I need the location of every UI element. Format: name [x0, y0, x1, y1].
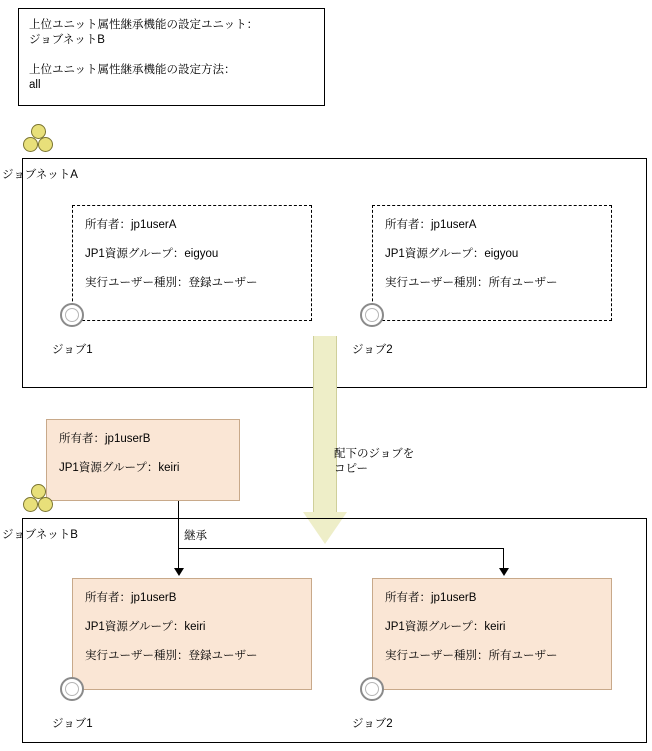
jobnet-b-job2-label: ジョブ2 — [352, 718, 393, 730]
jobnet-a-label: ジョブネットA — [2, 169, 78, 181]
inherit-connector-stem — [178, 501, 179, 548]
jobnet-a-icon — [22, 124, 56, 158]
note-line-1: 上位ユニット属性継承機能の設定ユニット： — [29, 19, 259, 31]
jobnet-a-job2-icon — [360, 303, 384, 327]
inherit-annotation: 継承 — [184, 530, 207, 542]
inherit-connector-branch-left — [178, 548, 179, 570]
jobnet-b-icon — [22, 484, 56, 518]
jobnet-b-job1-attributes — [72, 578, 312, 690]
exec-user-type-value: 実行ユーザー種別：所有ユーザー — [385, 650, 558, 662]
note-line-4: all — [29, 79, 41, 91]
resource-group-value: JP1資源グループ：keiri — [385, 621, 506, 633]
inherit-connector-bar — [178, 548, 503, 549]
jobnet-b-job1-label: ジョブ1 — [52, 718, 93, 730]
jobnet-b-job2-attributes — [372, 578, 612, 690]
jobnet-a-job2-attributes — [372, 205, 612, 321]
resource-group-value: JP1資源グループ：keiri — [85, 621, 206, 633]
owner-value: 所有者：jp1userB — [59, 433, 151, 445]
owner-value: 所有者：jp1userA — [385, 219, 477, 231]
jobnet-b-job2-icon — [360, 677, 384, 701]
resource-group-value: JP1資源グループ：eigyou — [85, 248, 219, 260]
exec-user-type-value: 実行ユーザー種別：登録ユーザー — [85, 650, 258, 662]
owner-value: 所有者：jp1userB — [385, 592, 477, 604]
settings-note-box — [18, 8, 325, 106]
exec-user-type-value: 実行ユーザー種別：所有ユーザー — [385, 277, 558, 289]
jobnet-a-job1-attributes — [72, 205, 312, 321]
jobnet-b-attributes — [46, 419, 240, 501]
inherit-arrow-right-icon — [499, 568, 509, 576]
owner-value: 所有者：jp1userB — [85, 592, 177, 604]
note-line-2: ジョブネットB — [29, 34, 105, 46]
inherit-arrow-left-icon — [174, 568, 184, 576]
note-line-3: 上位ユニット属性継承機能の設定方法： — [29, 64, 236, 76]
resource-group-value: JP1資源グループ：keiri — [59, 462, 180, 474]
copy-annotation-line-1: 配下のジョブを — [334, 448, 415, 460]
resource-group-value: JP1資源グループ：eigyou — [385, 248, 519, 260]
jobnet-a-job2-label: ジョブ2 — [352, 344, 393, 356]
copy-annotation — [334, 447, 414, 477]
jobnet-b-job1-icon — [60, 677, 84, 701]
jobnet-b-label: ジョブネットB — [2, 529, 78, 541]
owner-value: 所有者：jp1userA — [85, 219, 177, 231]
copy-arrow-icon — [303, 336, 347, 546]
copy-annotation-line-2: コピー — [334, 463, 369, 475]
jobnet-a-job1-icon — [60, 303, 84, 327]
inherit-connector-branch-right — [503, 548, 504, 570]
exec-user-type-value: 実行ユーザー種別：登録ユーザー — [85, 277, 258, 289]
jobnet-a-job1-label: ジョブ1 — [52, 344, 93, 356]
